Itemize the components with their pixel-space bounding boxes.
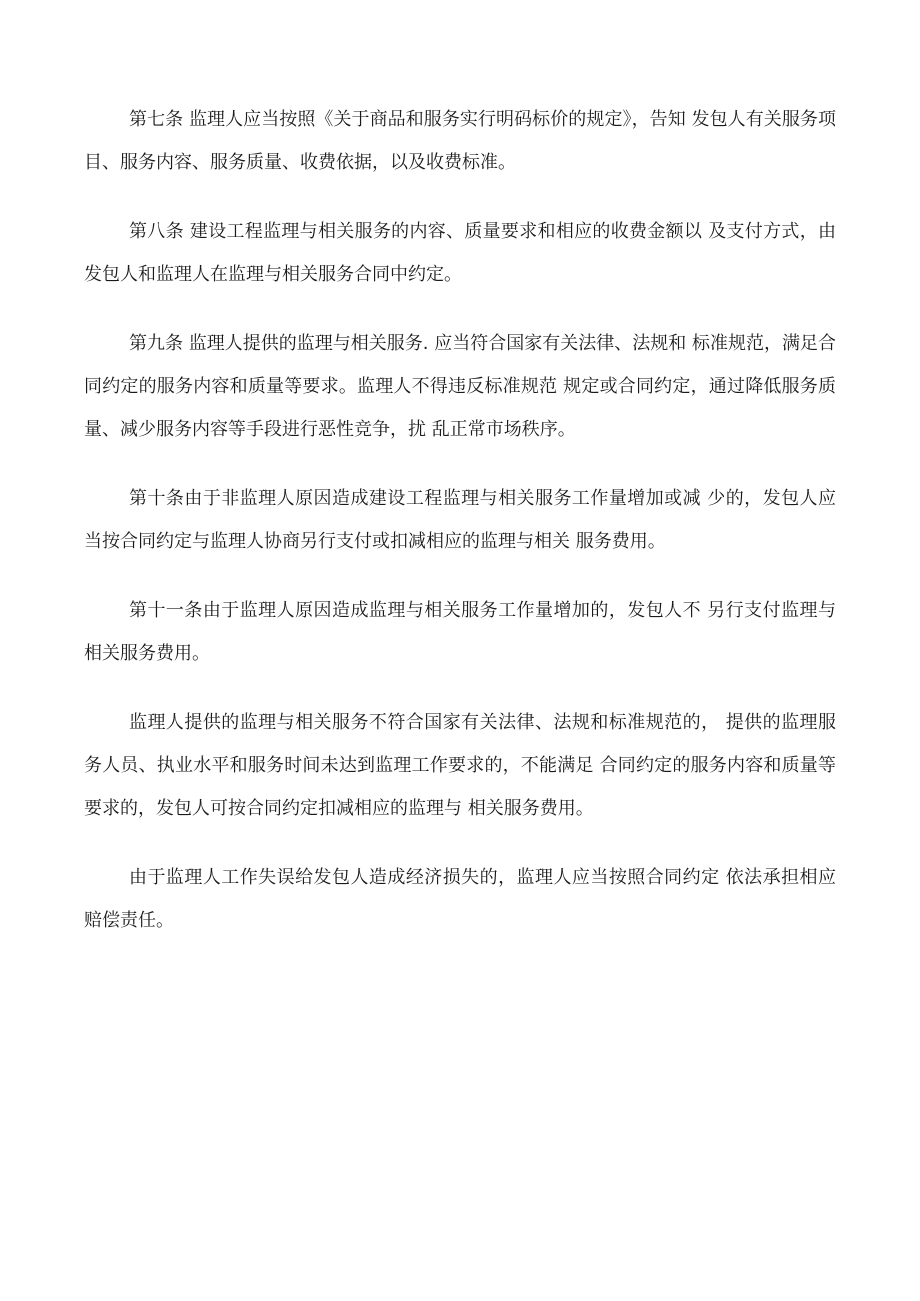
- article-10-paragraph: 第十条由于非监理人原因造成建设工程监理与相关服务工作量增加或减 少的，发包人应当按合同约定与监理人协商另行支付或扣减相应的监理与相关 服务费用。: [84, 488, 836, 552]
- article-7-paragraph: 第七条 监理人应当按照《关于商品和服务实行明码标价的规定》，告知 发包人有关服务项目、服务内容、服务质量、收费依据，以及收费标准。: [84, 109, 836, 173]
- article-9-paragraph: 第九条 监理人提供的监理与相关服务. 应当符合国家有关法律、法规和 标准规范，满足合同约定的服务内容和质量等要求。监理人不得违反标准规范 规定或合同约定，通过降低服务质量、减少服务内容等手段进行恶性竞争，扰 乱正常市场秩序。: [84, 333, 836, 440]
- article-8-paragraph: 第八条 建设工程监理与相关服务的内容、质量要求和相应的收费金额以 及支付方式，由发包人和监理人在监理与相关服务合同中约定。: [84, 221, 836, 285]
- document-page: [84, 98, 836, 968]
- liability-paragraph: 由于监理人工作失误给发包人造成经济损失的，监理人应当按照合同约定 依法承担相应赔偿责任。: [84, 867, 836, 931]
- article-11-paragraph: 第十一条由于监理人原因造成监理与相关服务工作量增加的，发包人不 另行支付监理与相关服务费用。: [84, 600, 836, 664]
- fee-deduction-paragraph: 监理人提供的监理与相关服务不符合国家有关法律、法规和标准规范的， 提供的监理服务人员、执业水平和服务时间未达到监理工作要求的，不能满足 合同约定的服务内容和质量等要求的，发包人可按合同约定扣减相应的监理与 相关服务费用。: [84, 712, 836, 819]
